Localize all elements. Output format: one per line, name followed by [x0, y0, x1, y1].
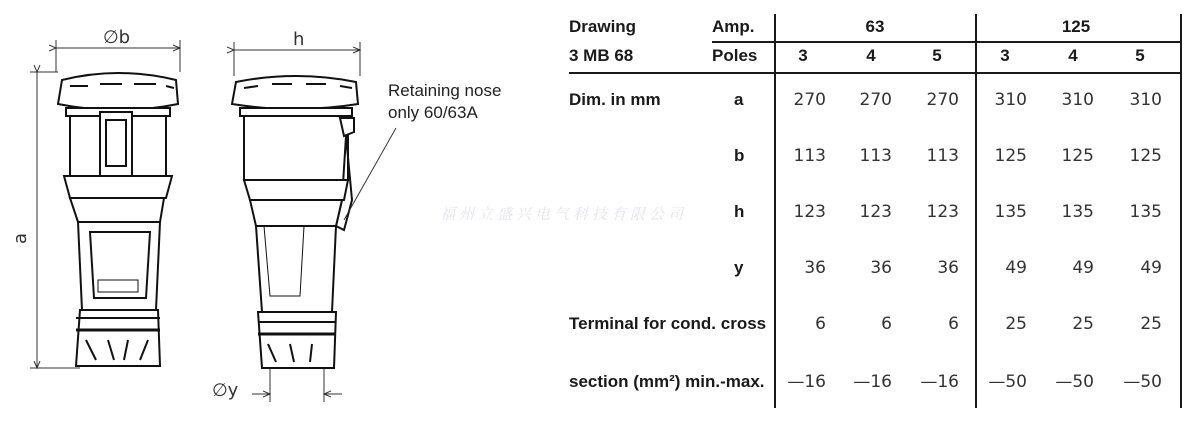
table-cell: —50	[1055, 372, 1094, 392]
table-cell: 6	[815, 314, 826, 334]
table-cell: 49	[1005, 258, 1027, 278]
dim-unit-label: Dim. in mm	[569, 90, 661, 109]
table-cell: 123	[859, 202, 892, 222]
pole-header: 5	[932, 46, 942, 65]
pole-header: 4	[866, 46, 876, 65]
watermark: 福州立盛兴电气科技有限公司	[440, 205, 688, 223]
table-cell: 135	[1129, 202, 1162, 222]
pole-header: 4	[1068, 46, 1078, 65]
table-cell: 310	[1129, 90, 1162, 110]
table-cell: 113	[793, 146, 826, 166]
amp-group-63: 63	[865, 17, 885, 36]
table-cell: 135	[994, 202, 1027, 222]
row-label-h: h	[734, 202, 745, 221]
table-cell: 25	[1072, 314, 1094, 334]
pole-header: 3	[798, 46, 808, 65]
table-cell: 113	[926, 146, 959, 166]
row-label-b: b	[734, 146, 745, 165]
pole-header: 5	[1135, 46, 1145, 65]
table-cell: 125	[1061, 146, 1094, 166]
section-label: section (mm²) min.-max.	[569, 372, 765, 391]
table-cell: 125	[994, 146, 1027, 166]
row-label-y: y	[734, 258, 744, 277]
table-cell: 270	[793, 90, 826, 110]
dim-h-label: h	[293, 29, 305, 50]
table-cell: —50	[988, 372, 1027, 392]
dim-a-label: a	[10, 232, 31, 244]
dimension-y	[252, 368, 342, 402]
retaining-nose-note	[388, 80, 501, 124]
table-cell: 25	[1005, 314, 1027, 334]
connector-side-view	[232, 76, 358, 368]
table-cell: 310	[994, 90, 1027, 110]
dim-b-label: ∅b	[103, 27, 131, 48]
table-cell: 270	[926, 90, 959, 110]
table-cell: 123	[926, 202, 959, 222]
drawing-label: Drawing	[569, 17, 637, 36]
table-cell: 49	[1140, 258, 1162, 278]
table-cell: 25	[1140, 314, 1162, 334]
table-cell: —50	[1123, 372, 1162, 392]
note-line-1: Retaining nose	[388, 81, 502, 100]
table-cell: —16	[920, 372, 959, 392]
column-divider-right	[1180, 14, 1182, 408]
table-cell: 36	[937, 258, 959, 278]
dim-y-label: ∅y	[212, 380, 239, 401]
note-leader-line	[344, 128, 396, 220]
table-cell: 270	[859, 90, 892, 110]
table-cell: 113	[859, 146, 892, 166]
table-cell: 6	[948, 314, 959, 334]
poles-label: Poles	[712, 46, 758, 65]
pole-header: 3	[1000, 46, 1010, 65]
table-cell: 135	[1061, 202, 1094, 222]
table-cell: 36	[804, 258, 826, 278]
terminal-label: Terminal for cond. cross	[569, 314, 767, 333]
amp-group-125: 125	[1061, 17, 1091, 36]
table-cell: —16	[787, 372, 826, 392]
table-cell: —16	[853, 372, 892, 392]
row-label-a: a	[734, 90, 744, 109]
table-cell: 125	[1129, 146, 1162, 166]
table-cell: 6	[881, 314, 892, 334]
table-cell: 49	[1072, 258, 1094, 278]
header-divider	[712, 41, 1182, 43]
amp-label: Amp.	[712, 17, 755, 36]
table-cell: 310	[1061, 90, 1094, 110]
model-label: 3 MB 68	[569, 46, 634, 65]
note-line-2: only 60/63A	[388, 103, 478, 122]
table-cell: 36	[870, 258, 892, 278]
header-bottom-rule	[569, 72, 1182, 74]
connector-front-view	[58, 73, 178, 366]
table-cell: 123	[793, 202, 826, 222]
